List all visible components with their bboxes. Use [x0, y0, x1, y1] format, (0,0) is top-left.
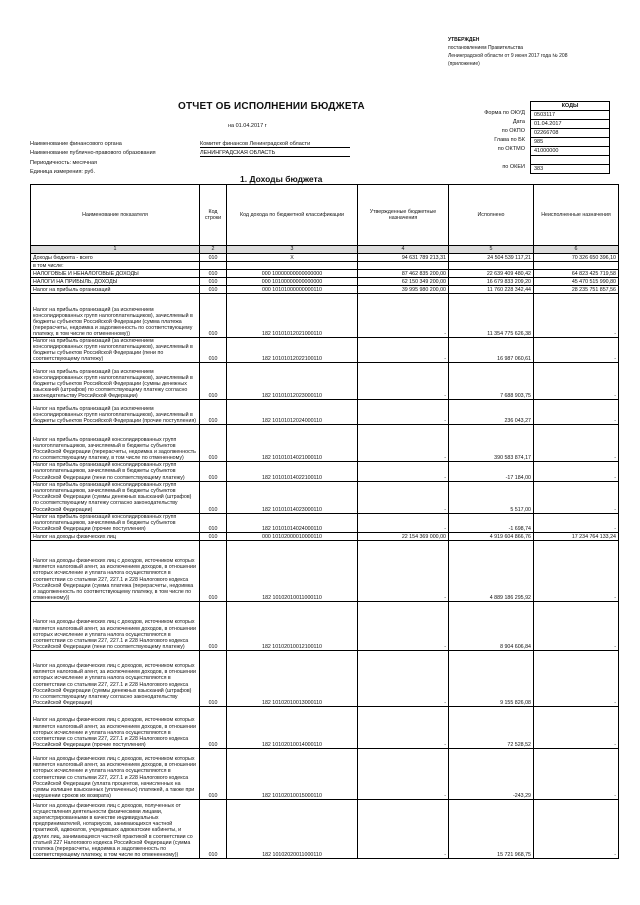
codes-table	[530, 101, 610, 174]
column-numbers-row	[31, 246, 619, 254]
col-header-executed: Исполнено	[449, 185, 534, 246]
table-row	[31, 462, 619, 481]
row-approved: -	[358, 748, 449, 799]
col-number: 1	[31, 246, 200, 254]
row-executed: 7 688 903,75	[449, 363, 534, 400]
col-header-income-code: Код дохода по бюджетной классификации	[227, 185, 358, 246]
row-line-code: 010	[200, 748, 227, 799]
stamp-line-4: (приложение)	[448, 61, 480, 67]
stamp-line-2: постановлением Правительства	[448, 45, 524, 51]
row-approved: -	[358, 363, 449, 400]
table-row	[31, 254, 619, 262]
row-line-code: 010	[200, 462, 227, 481]
row-income-code: 182 10101012022100110	[227, 338, 358, 363]
row-income-code: 182 10101012024000110	[227, 400, 358, 425]
row-executed: 22 639 409 480,42	[449, 270, 534, 278]
row-line-code: 010	[200, 650, 227, 706]
row-name: Налог на прибыль организаций (за исключением консолидированных групп налогоплательщиков), зачисляемый в бюджеты субъектов Российской Федерации (сумма платежа (перерасчеты, недоимка и задолженность по соответствующему платежу, в том числе по отмененному))	[31, 294, 200, 338]
row-executed: 72 528,52	[449, 706, 534, 748]
row-unexecuted: 17 234 764 133,24	[534, 532, 619, 540]
row-unexecuted: -	[534, 481, 619, 513]
col-number: 6	[534, 246, 619, 254]
row-executed: -17 184,00	[449, 462, 534, 481]
oktmo-label: по ОКТМО	[497, 146, 525, 152]
row-income-code: 182 10102010015000110	[227, 748, 358, 799]
row-approved: -	[358, 294, 449, 338]
row-line-code: 010	[200, 363, 227, 400]
row-name: в том числе:	[31, 262, 200, 270]
blank-code	[531, 156, 610, 165]
okpo-code: 02266708	[531, 129, 610, 138]
okei-label: по ОКЕИ	[502, 164, 525, 170]
row-income-code: 182 10102010014000110	[227, 706, 358, 748]
row-approved: -	[358, 706, 449, 748]
row-approved: -	[358, 338, 449, 363]
row-name: Доходы бюджета - всего	[31, 254, 200, 262]
period-label: Периодичность: месячная	[30, 160, 98, 166]
row-unexecuted: -	[534, 363, 619, 400]
row-executed: 4 919 604 866,76	[449, 532, 534, 540]
row-income-code: 182 10102010013000110	[227, 650, 358, 706]
row-executed: 4 889 186 295,92	[449, 540, 534, 601]
row-executed: 11 760 228 342,44	[449, 286, 534, 294]
row-executed: 24 504 539 117,21	[449, 254, 534, 262]
table-header-row	[31, 185, 619, 246]
col-header-name: Наименование показателя	[31, 185, 200, 246]
row-name: Налог на прибыль организаций консолидированных групп налогоплательщиков, зачисляемый в бюджеты субъектов Российской Федерации (суммы денежных взысканий (штрафов) по соответствующему платежу согласно законодательству Российской Федерации)	[31, 481, 200, 513]
row-income-code: 182 10101014022100110	[227, 462, 358, 481]
row-line-code: 010	[200, 540, 227, 601]
row-name: Налог на доходы физических лиц с доходов, полученных от осуществления деятельности физическими лицами, зарегистрированными в качестве индивидуальных предпринимателей, нотариусов, занимающихся частной практикой, адвокатов, учредивших адвокатские кабинеты, и других лиц, занимающихся частной практикой в соответствии со статьей 227 Налогового кодекса Российской Федерации (сумма платежа (перерасчеты, недоимка и задолженность по соответствующему платежу, в том числе по отмененному))	[31, 799, 200, 858]
row-income-code: 182 10101012023000110	[227, 363, 358, 400]
row-approved: -	[358, 400, 449, 425]
row-approved: -	[358, 462, 449, 481]
row-name: НАЛОГОВЫЕ И НЕНАЛОГОВЫЕ ДОХОДЫ	[31, 270, 200, 278]
oktmo-code: 41000000	[531, 147, 610, 156]
table-row	[31, 338, 619, 363]
row-name: Налог на доходы физических лиц с доходов, источником которых является налоговый агент, за исключением доходов, в отношении которых исчисление и уплата налога осуществляются в соответствии со статьями 227, 227.1 и 228 Налогового кодекса Российской Федерации (прочие поступления)	[31, 706, 200, 748]
row-executed: 16 679 833 209,20	[449, 278, 534, 286]
table-row	[31, 532, 619, 540]
col-header-approved: Утвержденные бюджетные назначения	[358, 185, 449, 246]
report-title: ОТЧЕТ ОБ ИСПОЛНЕНИИ БЮДЖЕТА	[178, 101, 365, 112]
entity-value: ЛЕНИНГРАДСКАЯ ОБЛАСТЬ	[200, 150, 350, 157]
row-executed: 5 517,00	[449, 481, 534, 513]
row-unexecuted: -	[534, 748, 619, 799]
col-number: 5	[449, 246, 534, 254]
row-approved: -	[358, 540, 449, 601]
stamp-line-1: УТВЕРЖДЕН	[448, 37, 480, 43]
row-approved: -	[358, 799, 449, 858]
row-executed	[449, 262, 534, 270]
row-approved: 22 154 369 000,00	[358, 532, 449, 540]
row-unexecuted: -	[534, 650, 619, 706]
row-name: Налог на доходы физических лиц с доходов, источником которых является налоговый агент, за исключением доходов, в отношении которых исчисление и уплата налога осуществляются в соответствии со статьями 227, 227.1 и 228 Налогового кодекса Российской Федерации (пени по соответствующему платежу)	[31, 601, 200, 650]
row-approved: 87 462 835 200,00	[358, 270, 449, 278]
row-line-code: 010	[200, 532, 227, 540]
row-approved: 62 150 349 200,00	[358, 278, 449, 286]
row-line-code: 010	[200, 400, 227, 425]
row-unexecuted: -	[534, 540, 619, 601]
row-line-code: 010	[200, 270, 227, 278]
row-name: Налог на доходы физических лиц с доходов, источником которых является налоговый агент, за исключением доходов, в отношении которых исчисление и уплата налога осуществляются в соответствии со статьями 227, 227.1 и 228 Налогового кодекса Российской Федерации (уплата процентов, начисленных на суммы излишне взысканных (уплаченных) платежей, а также при нарушении сроков их возврата)	[31, 748, 200, 799]
row-line-code: 010	[200, 799, 227, 858]
row-income-code: 000 10102000010000110	[227, 532, 358, 540]
table-row	[31, 262, 619, 270]
table-row	[31, 799, 619, 858]
row-executed: 16 987 060,61	[449, 338, 534, 363]
table-row	[31, 650, 619, 706]
row-income-code: X	[227, 254, 358, 262]
row-name: Налог на прибыль организаций консолидированных групп налогоплательщиков, зачисляемый в бюджеты субъектов Российской Федерации (прочие поступления)	[31, 513, 200, 532]
row-executed: 236 043,27	[449, 400, 534, 425]
row-approved: -	[358, 650, 449, 706]
row-unexecuted: -	[534, 425, 619, 462]
col-number: 2	[200, 246, 227, 254]
row-executed: -243,29	[449, 748, 534, 799]
row-income-code	[227, 262, 358, 270]
row-name: Налог на прибыль организаций	[31, 286, 200, 294]
col-number: 3	[227, 246, 358, 254]
row-income-code: 182 10102010011000110	[227, 540, 358, 601]
row-name: Налог на прибыль организаций консолидированных групп налогоплательщиков, зачисляемый в бюджеты субъектов Российской Федерации (перерасчеты, недоимка и задолженность по соответствующему платежу, в том числе по отмененному)	[31, 425, 200, 462]
okud-code: 0503117	[531, 111, 610, 120]
row-name: Налог на доходы физических лиц	[31, 532, 200, 540]
date-code: 01.04.2017	[531, 120, 610, 129]
approval-stamp	[448, 36, 567, 68]
row-line-code: 010	[200, 278, 227, 286]
row-income-code: 000 10100000000000000	[227, 278, 358, 286]
report-date: на 01.04.2017 г	[228, 123, 267, 129]
codes-header: КОДЫ	[531, 102, 610, 111]
row-line-code: 010	[200, 254, 227, 262]
row-approved: -	[358, 513, 449, 532]
stamp-line-3: Ленинградской области от 9 июня 2017 года № 208	[448, 53, 568, 59]
unit-label: Единица измерения: руб.	[30, 169, 95, 175]
row-income-code: 182 10102010012100110	[227, 601, 358, 650]
table-row	[31, 400, 619, 425]
row-executed: 15 721 968,75	[449, 799, 534, 858]
table-row	[31, 425, 619, 462]
row-unexecuted: -	[534, 338, 619, 363]
income-table	[30, 184, 619, 859]
row-line-code: 010	[200, 706, 227, 748]
row-line-code: 010	[200, 286, 227, 294]
row-name: Налог на прибыль организаций (за исключением консолидированных групп налогоплательщиков), зачисляемый в бюджеты субъектов Российской Федерации (пени по соответствующему платежу)	[31, 338, 200, 363]
okpo-label: по ОКПО	[501, 128, 525, 134]
row-income-code: 182 10101014021000110	[227, 425, 358, 462]
table-row	[31, 706, 619, 748]
table-row	[31, 363, 619, 400]
table-row	[31, 748, 619, 799]
row-unexecuted: -	[534, 513, 619, 532]
row-approved: 94 631 789 213,31	[358, 254, 449, 262]
row-executed: 8 904 606,84	[449, 601, 534, 650]
row-unexecuted: -	[534, 400, 619, 425]
table-row	[31, 278, 619, 286]
row-income-code: 182 10101014024000110	[227, 513, 358, 532]
row-income-code: 182 10102020011000110	[227, 799, 358, 858]
row-income-code: 000 10000000000000000	[227, 270, 358, 278]
table-row	[31, 540, 619, 601]
row-name: НАЛОГИ НА ПРИБЫЛЬ, ДОХОДЫ	[31, 278, 200, 286]
table-row	[31, 270, 619, 278]
row-unexecuted: 28 235 751 857,56	[534, 286, 619, 294]
row-unexecuted: -	[534, 294, 619, 338]
income-table-body	[31, 185, 619, 859]
glava-code: 985	[531, 138, 610, 147]
row-line-code: 010	[200, 338, 227, 363]
okei-code: 383	[531, 165, 610, 174]
row-unexecuted: -	[534, 462, 619, 481]
row-unexecuted: -	[534, 601, 619, 650]
row-line-code	[200, 262, 227, 270]
col-header-line-code: Код строки	[200, 185, 227, 246]
row-approved: -	[358, 425, 449, 462]
row-unexecuted: 64 823 425 719,58	[534, 270, 619, 278]
col-header-unexecuted: Неисполненные назначения	[534, 185, 619, 246]
row-line-code: 010	[200, 481, 227, 513]
row-income-code: 182 10101014023000110	[227, 481, 358, 513]
row-approved: 39 995 980 200,00	[358, 286, 449, 294]
row-name: Налог на доходы физических лиц с доходов, источником которых является налоговый агент, за исключением доходов, в отношении которых исчисление и уплата налога осуществляются в соответствии со статьями 227, 227.1 и 228 Налогового кодекса Российской Федерации (сумма платежа (перерасчеты, недоимка и задолженность по соответствующему платежу, в том числе по отмененному))	[31, 540, 200, 601]
okud-label: Форма по ОКУД	[484, 110, 525, 116]
row-income-code: 000 10101000000000110	[227, 286, 358, 294]
row-name: Налог на прибыль организаций (за исключением консолидированных групп налогоплательщиков), зачисляемый в бюджеты субъектов Российской Федерации (суммы денежных взысканий (штрафов) по соответствующему платежу согласно законодательству Российской Федерации)	[31, 363, 200, 400]
organ-label: Наименование финансового органа	[30, 141, 122, 147]
table-row	[31, 286, 619, 294]
row-line-code: 010	[200, 425, 227, 462]
row-line-code: 010	[200, 601, 227, 650]
row-approved: -	[358, 481, 449, 513]
row-approved	[358, 262, 449, 270]
row-executed: 9 155 826,08	[449, 650, 534, 706]
table-row	[31, 481, 619, 513]
section-title: 1. Доходы бюджета	[240, 174, 323, 184]
row-executed: -1 698,74	[449, 513, 534, 532]
row-income-code: 182 10101012021000110	[227, 294, 358, 338]
row-unexecuted	[534, 262, 619, 270]
row-executed: 390 583 874,17	[449, 425, 534, 462]
glava-label: Глава по БК	[494, 137, 525, 143]
col-number: 4	[358, 246, 449, 254]
table-row	[31, 294, 619, 338]
row-name: Налог на прибыль организаций консолидированных групп налогоплательщиков, зачисляемый в бюджеты субъектов Российской Федерации (пени по соответствующему платежу)	[31, 462, 200, 481]
row-executed: 11 354 775 626,38	[449, 294, 534, 338]
organ-value: Комитет финансов Ленинградской области	[200, 141, 350, 148]
row-unexecuted: -	[534, 706, 619, 748]
table-row	[31, 513, 619, 532]
row-unexecuted: -	[534, 799, 619, 858]
row-unexecuted: 70 326 650 396,10	[534, 254, 619, 262]
row-name: Налог на доходы физических лиц с доходов, источником которых является налоговый агент, за исключением доходов, в отношении которых исчисление и уплата налога осуществляются в соответствии со статьями 227, 227.1 и 228 Налогового кодекса Российской Федерации (суммы денежных взысканий (штрафов) по соответствующему платежу согласно законодательству Российской Федерации)	[31, 650, 200, 706]
row-line-code: 010	[200, 513, 227, 532]
row-line-code: 010	[200, 294, 227, 338]
row-name: Налог на прибыль организаций (за исключением консолидированных групп налогоплательщиков), зачисляемый в бюджеты субъектов Российской Федерации (прочие поступления)	[31, 400, 200, 425]
row-approved: -	[358, 601, 449, 650]
date-label: Дата	[512, 119, 525, 125]
row-unexecuted: 45 470 515 990,80	[534, 278, 619, 286]
table-row	[31, 601, 619, 650]
entity-label: Наименование публично-правового образования	[30, 150, 156, 156]
